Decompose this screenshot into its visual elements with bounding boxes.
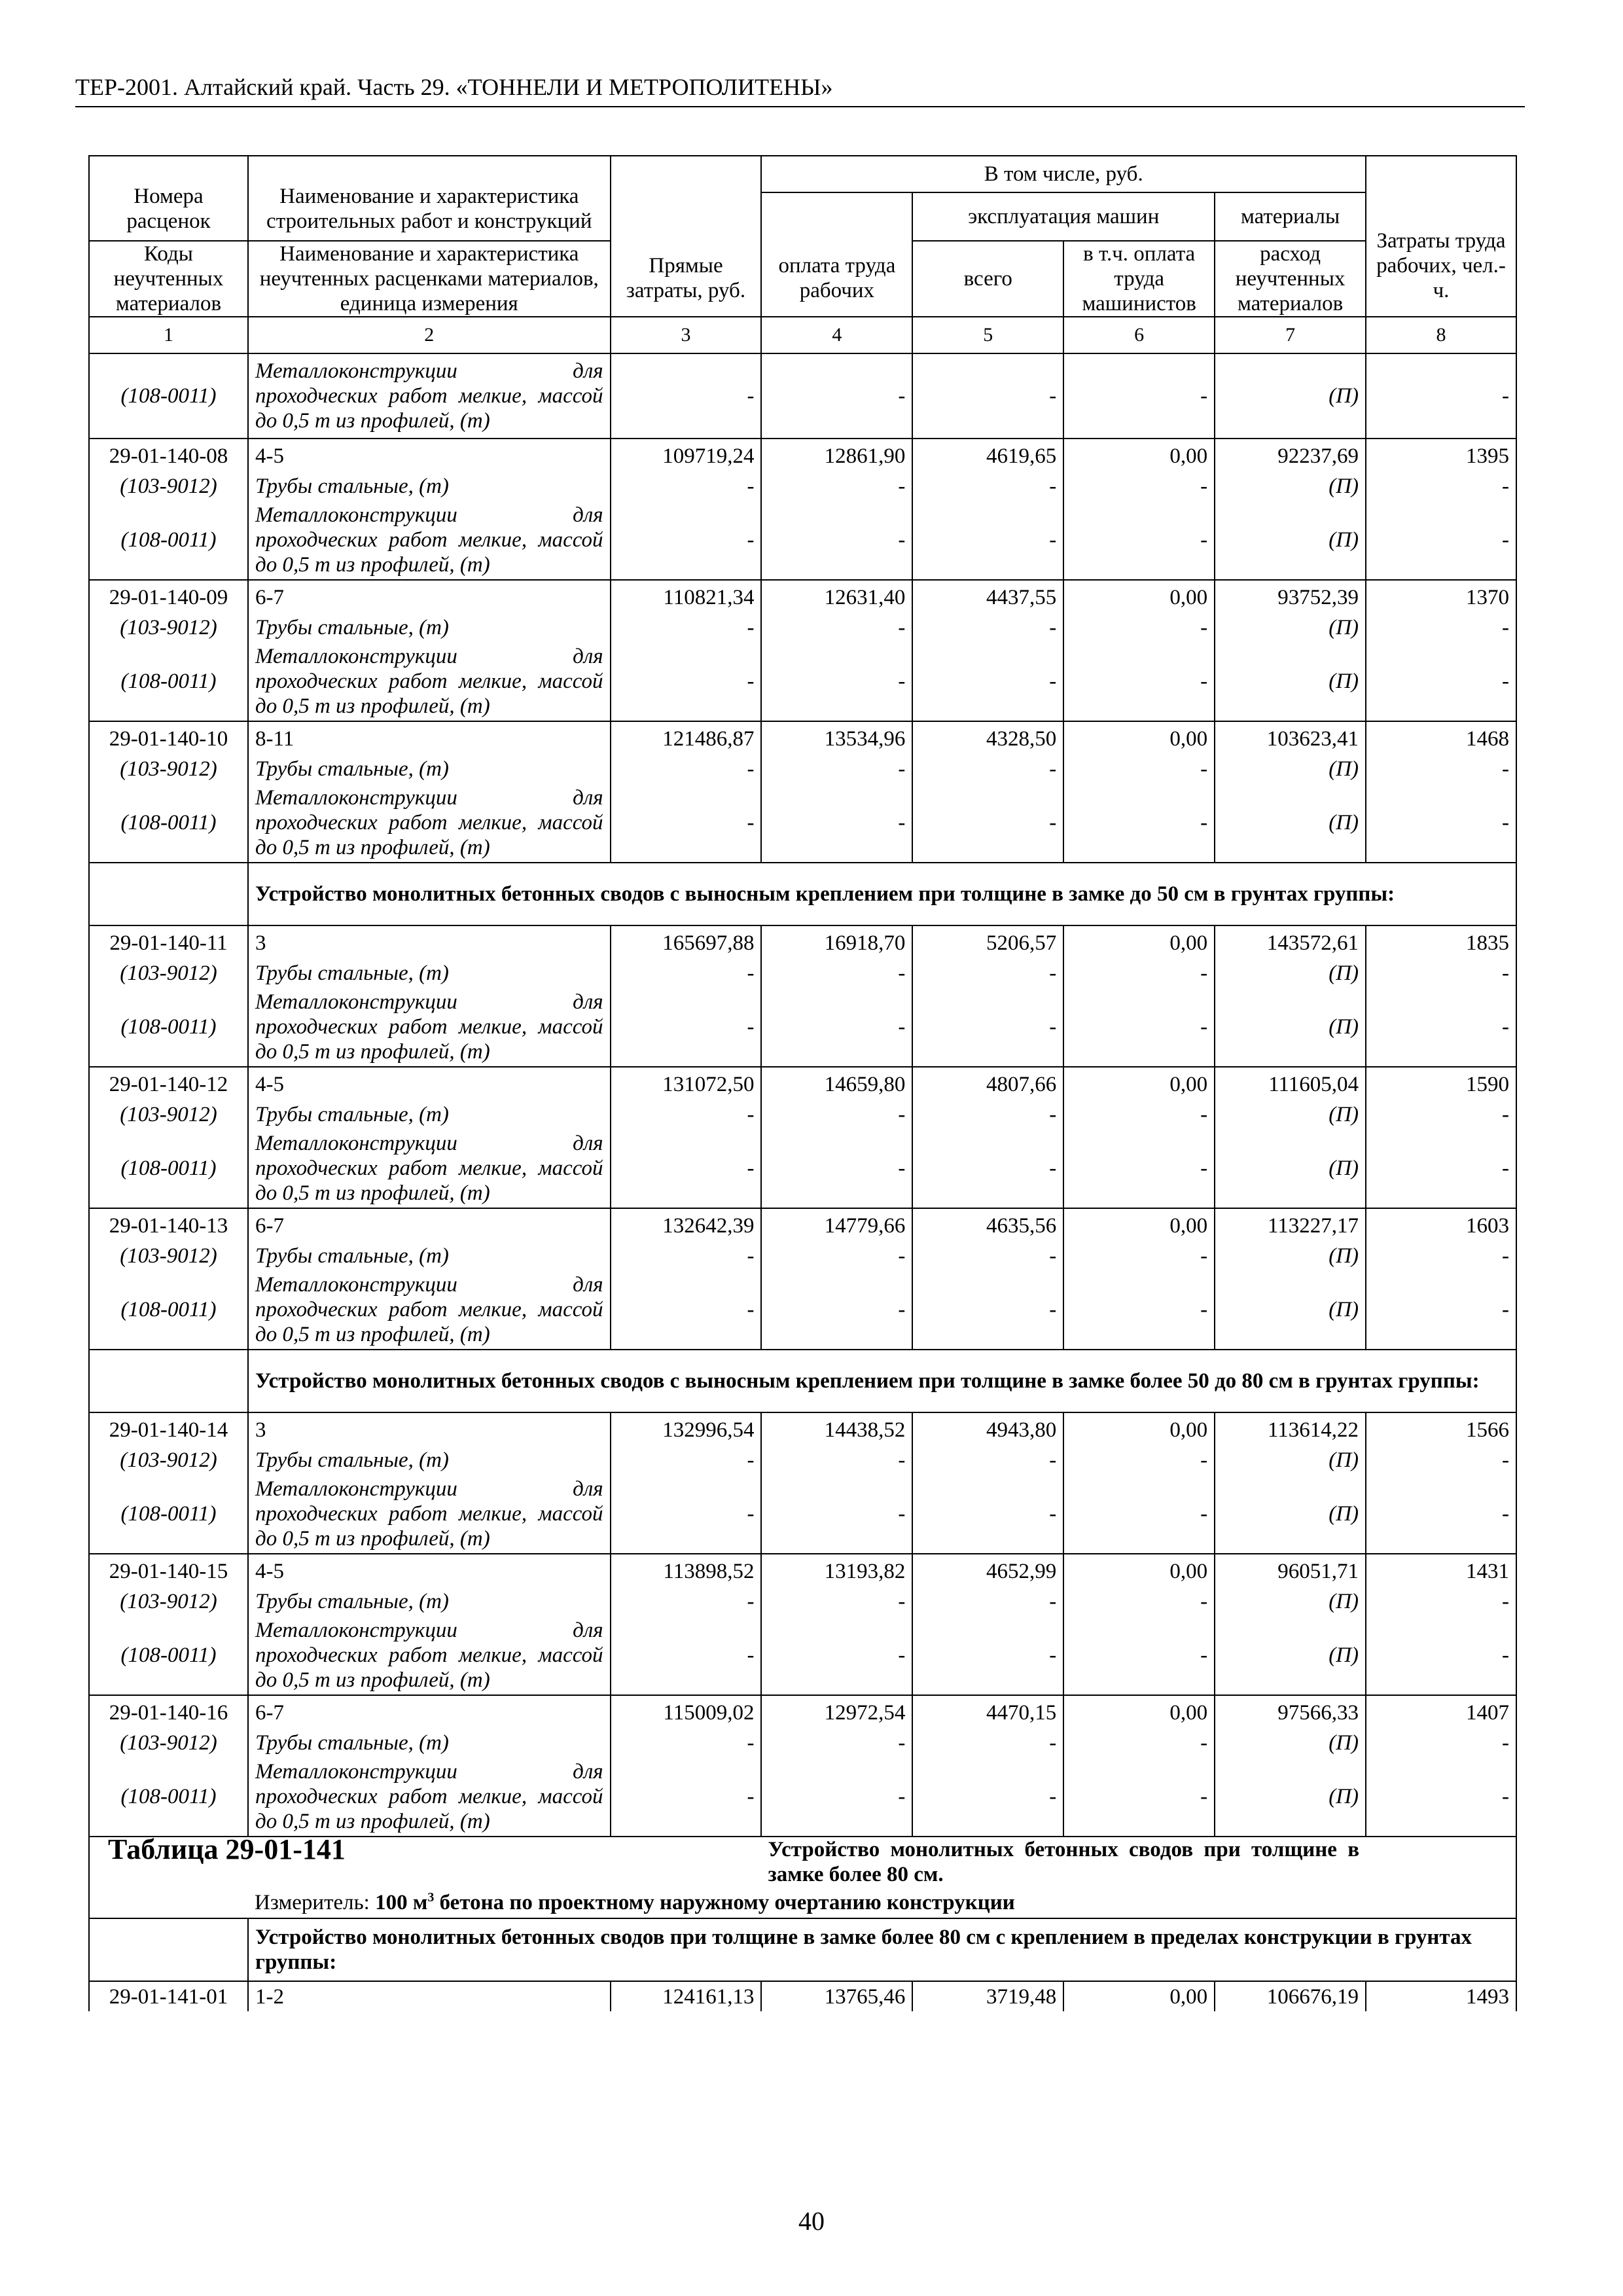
measure-text: Измеритель: 100 $м^3$ бетона по проектному наружному очертанию конструкции (255, 1890, 1015, 1914)
material-row: (108-0011) Металлоконструкции для проходческих работ мелкие, массой до 0,5 т из профилей, (т) - - - - (П) - (89, 1270, 1516, 1350)
material-row: (108-0011) Металлоконструкции для проходческих работ мелкие, массой до 0,5 т из профилей, (т) - - - - (П) - (89, 1757, 1516, 1837)
rate-row: 29-01-140-15 4-5 113898,52 13193,82 4652,99 0,00 96051,71 1431 (89, 1554, 1516, 1588)
material-row: (108-0011) Металлоконструкции для проходческих работ мелкие, массой до 0,5 т из профилей, (т) - - - - (П) - (89, 1615, 1516, 1695)
col-number: 7 (1215, 317, 1366, 353)
rate-group-14 (89, 1412, 1516, 1554)
material-row: (108-0011) Металлоконструкции для проходческих работ мелкие, массой до 0,5 т из профилей, (т) - - - - (П) - (89, 987, 1516, 1067)
rate-row: 29-01-140-09 6-7 110821,34 12631,40 4437,55 0,00 93752,39 1370 (89, 580, 1516, 614)
rate-group-12 (89, 1067, 1516, 1208)
col7-header: расход неучтенных материалов (1215, 241, 1366, 317)
rate-row: 29-01-140-12 4-5 131072,50 14659,80 4807,66 0,00 111605,04 1590 (89, 1067, 1516, 1101)
material-row: (103-9012) Трубы стальные, (т) - - - - (П) - (89, 1729, 1516, 1757)
rate-group-09 (89, 580, 1516, 721)
material-row: (103-9012) Трубы стальные, (т) - - - - (П) - (89, 1242, 1516, 1270)
material-row: (108-0011) Металлоконструкции для проходческих работ мелкие, массой до 0,5 т из профилей, (т) - - - - (П) - (89, 353, 1516, 439)
table-title-row (89, 1837, 1516, 1887)
material-row: (103-9012) Трубы стальные, (т) - - - - (П) - (89, 614, 1516, 641)
included-header: В том числе, руб. (761, 156, 1366, 192)
section-heading: Устройство монолитных бетонных сводов с выносным креплением при толщине в замке до 50 см в грунтах группы: (89, 863, 1516, 925)
material-row: (108-0011) Металлоконструкции для проходческих работ мелкие, массой до 0,5 т из профилей, (т) - - - - (П) - (89, 1474, 1516, 1554)
rate-row: 29-01-140-16 6-7 115009,02 12972,54 4470,15 0,00 97566,33 1407 (89, 1695, 1516, 1729)
col5-header: всего (912, 241, 1063, 317)
rate-group-15 (89, 1554, 1516, 1695)
table-number: Таблица 29-01-141 (108, 1833, 346, 1865)
col1-header-top: Номера расценок (89, 156, 248, 241)
table-title: Устройство монолитных бетонных сводов при толщине в замке более 80 см. (761, 1837, 1366, 1887)
col8-header: Затраты труда рабочих, чел.-ч. (1366, 156, 1516, 317)
measure-row (89, 1887, 1516, 1918)
col-number: 5 (912, 317, 1063, 353)
col4-header: оплата труда рабочих (761, 192, 912, 317)
material-row: (103-9012) Трубы стальные, (т) - - - - (П) - (89, 960, 1516, 987)
rate-group-11 (89, 925, 1516, 1067)
rate-group-16 (89, 1695, 1516, 1837)
material-row: (103-9012) Трубы стальные, (т) - - - - (П) - (89, 473, 1516, 500)
rate-row: 29-01-141-01 1-2 124161,13 13765,46 3719,48 0,00 106676,19 1493 (89, 1981, 1516, 2011)
material-row: (103-9012) Трубы стальные, (т) - - - - (П) - (89, 1588, 1516, 1615)
col-number: 8 (1366, 317, 1516, 353)
col2-header-top: Наименование и характеристика строительных работ и конструкций (248, 156, 611, 241)
col-number: 4 (761, 317, 912, 353)
col6-header: в т.ч. оплата труда машинистов (1063, 241, 1215, 317)
rate-row: 29-01-140-10 8-11 121486,87 13534,96 4328,50 0,00 103623,41 1468 (89, 721, 1516, 755)
running-header: ТЕР-2001. Алтайский край. Часть 29. «ТОННЕЛИ И МЕТРОПОЛИТЕНЫ» (75, 74, 833, 100)
col-number: 6 (1063, 317, 1215, 353)
page-number: 40 (798, 2206, 825, 2236)
rates-table (88, 155, 1517, 2011)
material-row: (103-9012) Трубы стальные, (т) - - - - (П) - (89, 1446, 1516, 1474)
section-heading: Устройство монолитных бетонных сводов при толщине в замке более 80 см с креплением в пределах конструкции в грунтах группы: (89, 1918, 1516, 1981)
header-rule (75, 106, 1525, 107)
material-row: (108-0011) Металлоконструкции для проходческих работ мелкие, массой до 0,5 т из профилей, (т) - - - - (П) - (89, 1128, 1516, 1208)
material-row: (103-9012) Трубы стальные, (т) - - - - (П) - (89, 755, 1516, 783)
machines-header: эксплуатация машин (912, 192, 1215, 241)
col1-header-bottom: Коды неучтенных материалов (89, 241, 248, 317)
col-number: 2 (248, 317, 611, 353)
col-number: 3 (611, 317, 762, 353)
rate-row: 29-01-140-13 6-7 132642,39 14779,66 4635,56 0,00 113227,17 1603 (89, 1208, 1516, 1242)
material-row: (103-9012) Трубы стальные, (т) - - - - (П) - (89, 1101, 1516, 1128)
rate-group-10 (89, 721, 1516, 863)
col3-header: Прямые затраты, руб. (611, 156, 762, 317)
rate-row: 29-01-140-11 3 165697,88 16918,70 5206,57 0,00 143572,61 1835 (89, 925, 1516, 960)
material-row: (108-0011) Металлоконструкции для проходческих работ мелкие, массой до 0,5 т из профилей, (т) - - - - (П) - (89, 783, 1516, 863)
material-row: (108-0011) Металлоконструкции для проходческих работ мелкие, массой до 0,5 т из профилей, (т) - - - - (П) - (89, 641, 1516, 721)
col2-header-bottom: Наименование и характеристика неучтенных расценками материалов, единица измерения (248, 241, 611, 317)
rate-row: 29-01-140-14 3 132996,54 14438,52 4943,80 0,00 113614,22 1566 (89, 1412, 1516, 1446)
section-heading: Устройство монолитных бетонных сводов с выносным креплением при толщине в замке более 50 до 80 см в грунтах группы: (89, 1350, 1516, 1412)
col-number: 1 (89, 317, 248, 353)
rate-row: 29-01-140-08 4-5 109719,24 12861,90 4619,65 0,00 92237,69 1395 (89, 439, 1516, 473)
material-row: (108-0011) Металлоконструкции для проходческих работ мелкие, массой до 0,5 т из профилей, (т) - - - - (П) - (89, 500, 1516, 580)
rate-group-13 (89, 1208, 1516, 1350)
rate-group-08 (89, 439, 1516, 580)
materials-header: материалы (1215, 192, 1366, 241)
